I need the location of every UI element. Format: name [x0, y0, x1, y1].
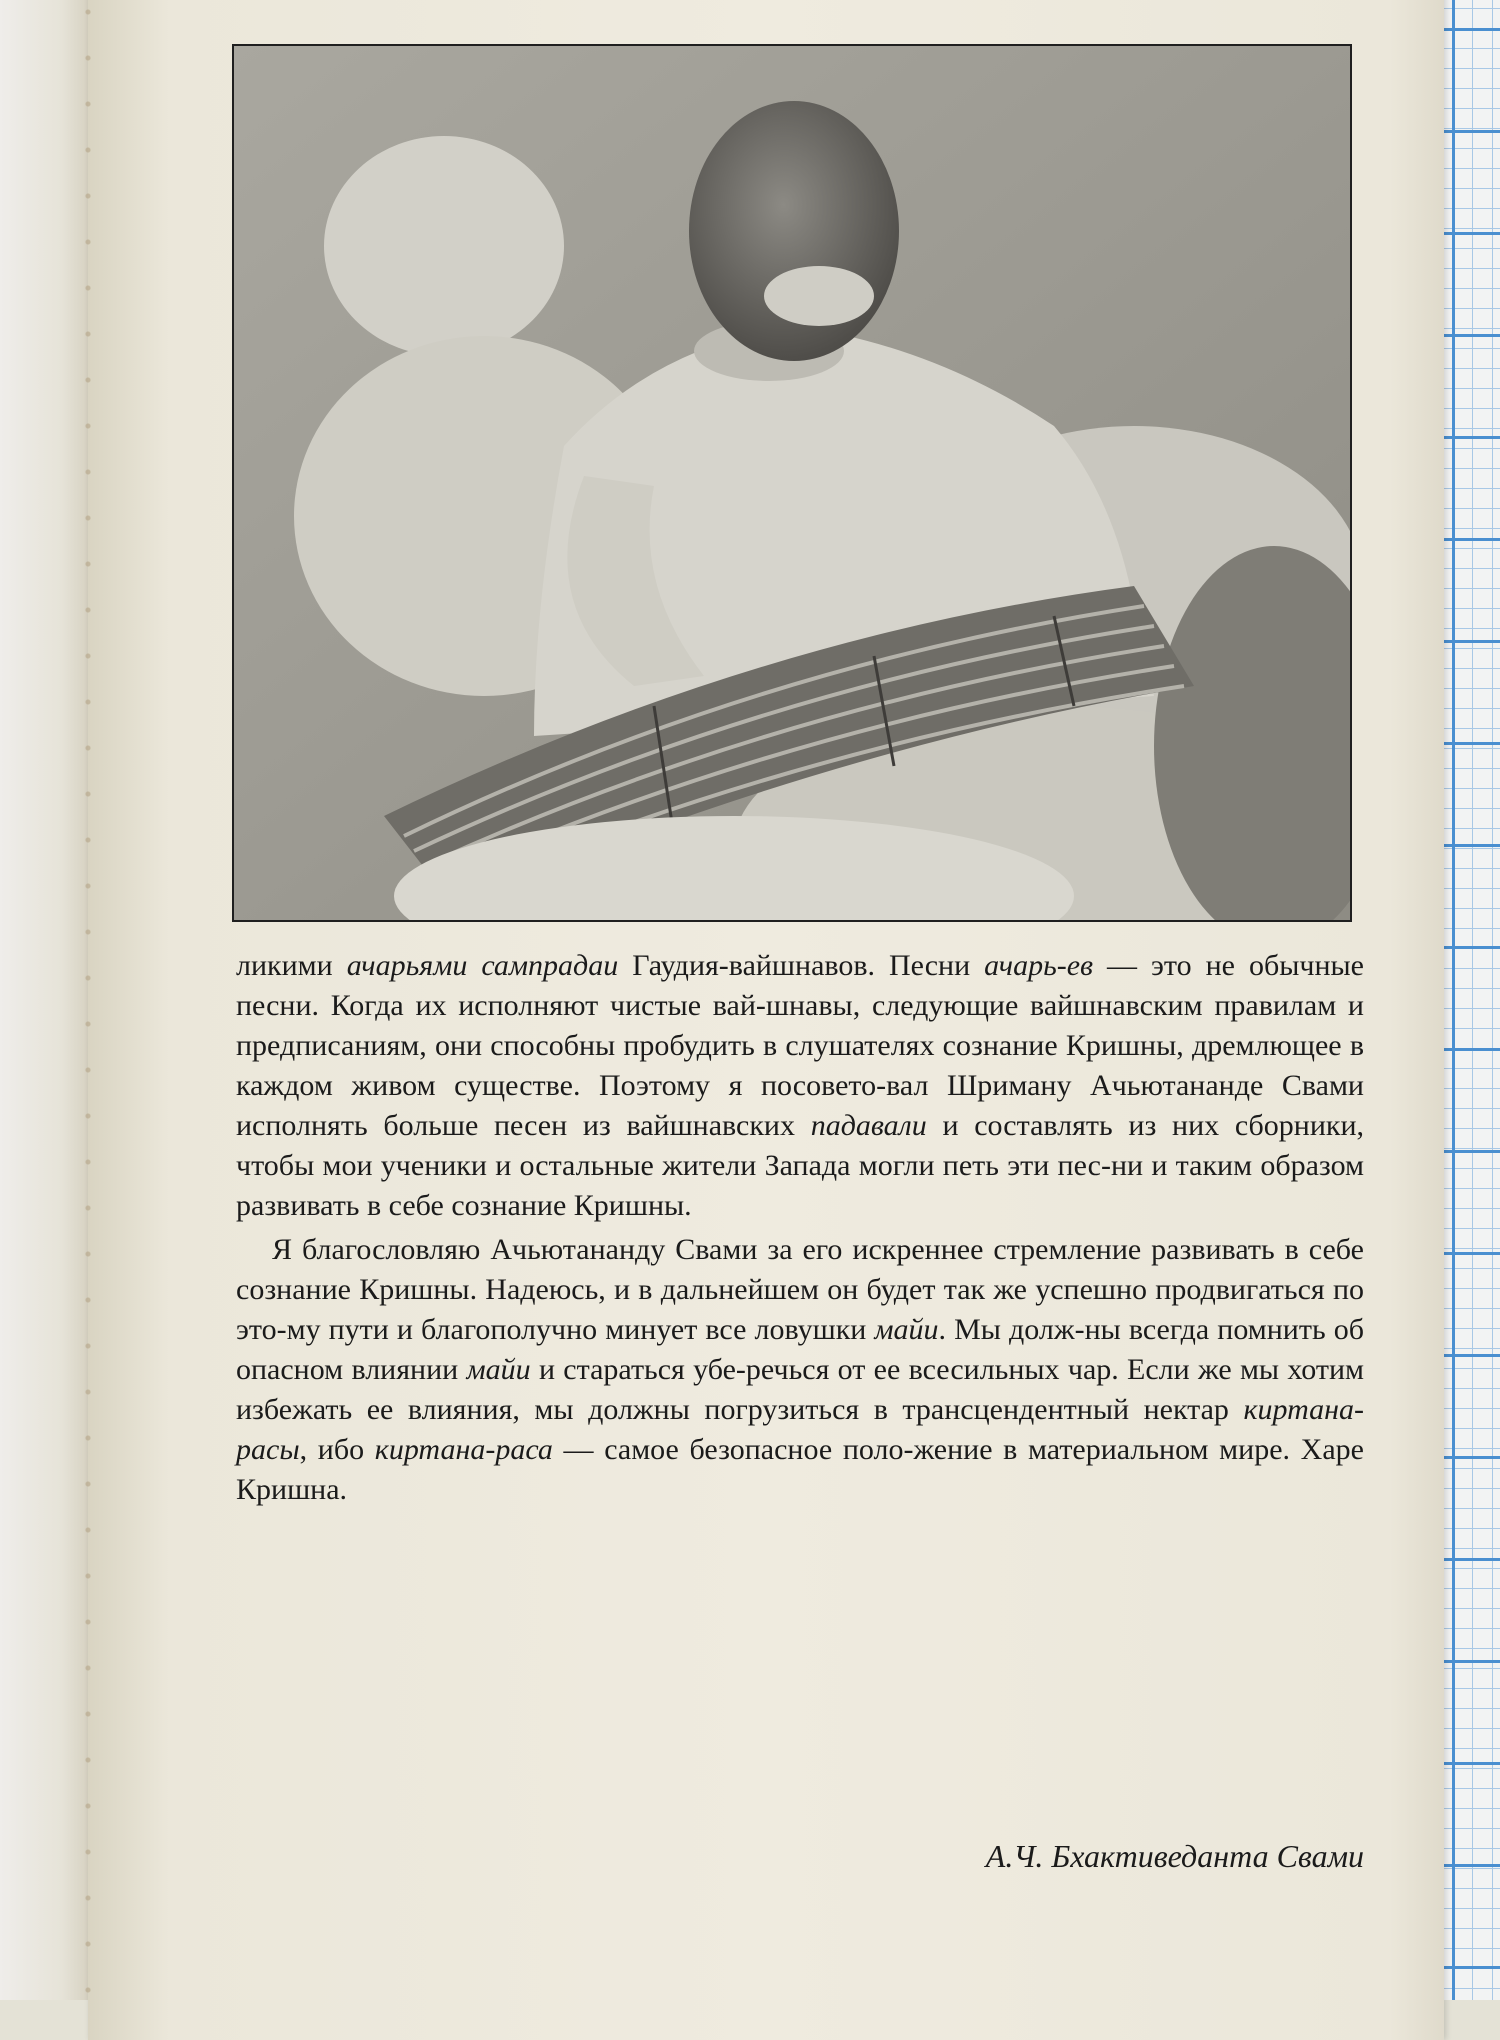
text-run: Гаудия-вайшнавов. Песни: [618, 949, 985, 982]
text-run: ликими: [236, 949, 347, 982]
italic-term: ачарьями сампрадаи: [346, 949, 619, 982]
paragraph: [236, 946, 1364, 1226]
italic-term: киртана-раса: [374, 1433, 553, 1466]
text-run: и стараться убе-речься от ее всесильных чар. Если же мы хотим избежать ее влияния, мы должны погрузиться в трансцендентный нектар: [236, 1353, 1364, 1426]
text-run: . Мы долж-ны всегда помнить об опасном влиянии: [236, 1313, 1364, 1386]
text-run: Я благословляю Ачьютананду Свами за его искреннее стремление развивать в себе сознание Кришны. Надеюсь, и в дальнейшем он будет так же успешно продвигаться по это-му пути и благополучно минует все ловушки: [236, 1233, 1364, 1346]
text-run: , ибо: [299, 1433, 375, 1466]
binding-edge: [0, 0, 88, 2000]
italic-term: майи: [466, 1353, 531, 1386]
photo-portrait-icon: [234, 46, 1350, 920]
author-signature: А.Ч. Бхактиведанта Свами: [985, 1838, 1364, 1874]
text-run: и составлять из них сборники, чтобы мои ученики и остальные жители Запада могли петь эти пес-ни и таким образом развивать в себе сознание Кришны.: [236, 1109, 1364, 1222]
text-run: — самое безопасное поло-жение в материальном мире. Харе Кришна.: [236, 1433, 1364, 1506]
graph-paper-background: [1436, 0, 1500, 2000]
paragraph: [236, 1230, 1364, 1510]
text-run: — это не обычные песни. Когда их исполняют чистые вай-шнавы, следующие вайшнавским правилам и предписаниям, они способны пробудить в слушателях сознание Кришны, дремлющее в каждом живом существе. Поэтому я посовето-вал Шриману Ачьютананде Свами исполнять больше песен из вайшнавских: [236, 949, 1364, 1142]
italic-term: киртана-расы: [236, 1393, 1364, 1466]
page-perforation: [80, 0, 96, 2000]
italic-term: ачарь-ев: [984, 949, 1094, 982]
italic-term: падавали: [810, 1109, 927, 1142]
italic-term: майи: [874, 1313, 939, 1346]
body-text: [236, 946, 1364, 1510]
portrait-photo: [232, 44, 1352, 922]
